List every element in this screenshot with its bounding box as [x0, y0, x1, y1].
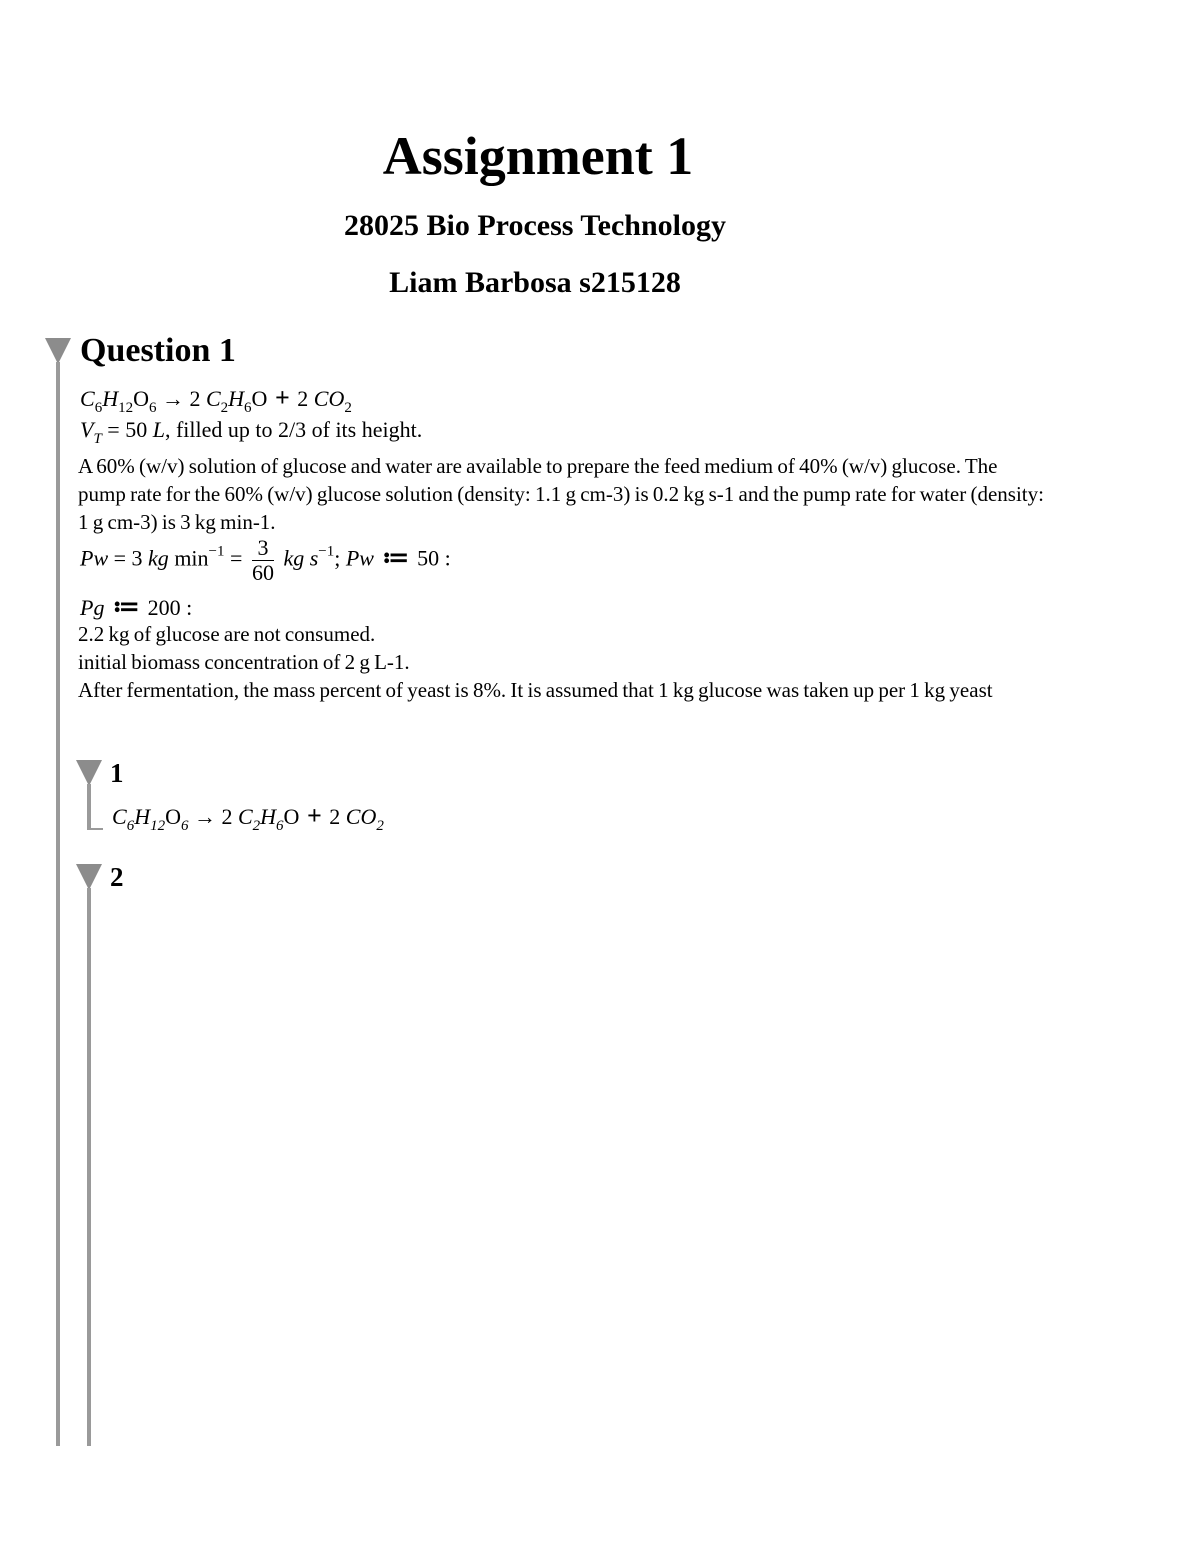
subsection1-heading: 1	[110, 758, 124, 788]
pump-rate-fraction: $\frac{3}{60}$	[251, 535, 274, 585]
author-name: Liam Barbosa s215128	[389, 266, 681, 299]
subsection1-bar	[87, 784, 91, 830]
subsection2-heading: 2	[110, 862, 124, 892]
yeast-assumption-text: After fermentation, the mass percent of yeast is 8%. It is assumed that 1 kg glucose was taken up per 1 kg yeast	[78, 678, 993, 702]
question1-section-bar	[56, 362, 60, 1446]
volume-line: $V_T = 50$ L, filled up to 2/3 of its height.	[80, 417, 423, 447]
subsection1-reaction: $C_6H_{12}O_6 \to 2$ $C_2H_6O + 2$ $CO_2$	[112, 801, 384, 834]
subsection2-bar	[87, 888, 91, 1446]
collapse-question1-icon[interactable]	[45, 338, 71, 364]
question1-heading: Question 1	[80, 332, 236, 369]
initial-biomass-text: initial biomass concentration of 2 g L-1.	[78, 650, 410, 674]
pg-equation: Pg ≔ 200 :	[80, 592, 193, 621]
reaction-equation: $C_6H_{12}O_6 \to 2$ $C_2H_6O + 2$ $CO_2$	[80, 383, 352, 416]
subsection1-bar-end	[87, 828, 103, 830]
collapse-subsection2-icon[interactable]	[76, 864, 102, 890]
unconsumed-glucose-text: 2.2 kg of glucose are not consumed.	[78, 622, 376, 646]
problem-description: A 60% (w/v) solution of glucose and water are available to prepare the feed medium of 40% (w/v) glucose. The pump rate for the 60% (w/v) glucose solution (density: 1.1 g cm-3) is 0.2 kg s-1 and the pump rate for water (density: 1 g cm-3) is 3 kg min-1.	[78, 454, 1044, 534]
document-title: Assignment 1	[382, 126, 694, 186]
course-name: 28025 Bio Process Technology	[344, 209, 726, 242]
pw-equation: Pw = 3 kg $\min^{-1}$ = $\frac{3}{60}$ kg $s^{-1}$; Pw ≔ 50 :	[80, 535, 451, 585]
collapse-subsection1-icon[interactable]	[76, 760, 102, 786]
